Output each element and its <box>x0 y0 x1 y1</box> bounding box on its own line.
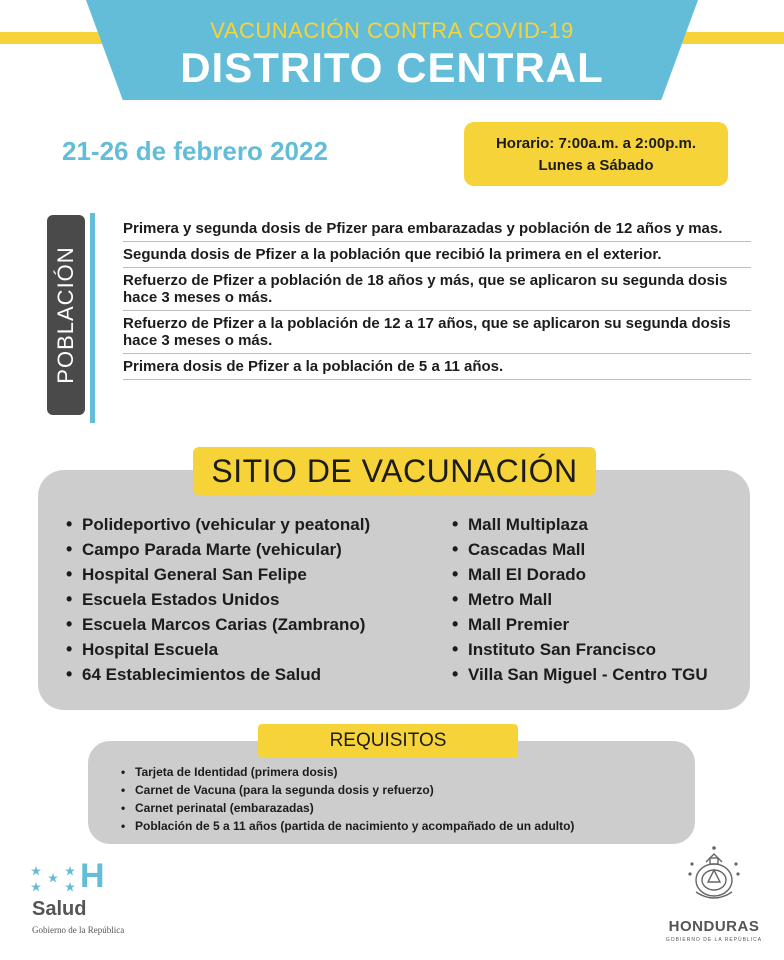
population-item: Refuerzo de Pfizer a población de 18 años y más, que se aplicaron su segunda dosis hace 3 meses o más. <box>123 268 751 311</box>
salud-logo <box>30 857 150 940</box>
site-item: • Campo Parada Marte (vehicular) <box>66 537 370 562</box>
population-item: Refuerzo de Pfizer a la población de 12 a 17 años, que se aplicaron su segunda dosis hace 3 meses o más. <box>123 311 751 354</box>
site-item: • Mall Multiplaza <box>452 512 708 537</box>
schedule-hours: Horario: 7:00a.m. a 2:00p.m. <box>495 135 697 152</box>
requirement-item: • Carnet de Vacuna (para la segunda dosis y refuerzo) <box>121 781 574 799</box>
honduras-name: HONDURAS <box>668 918 760 935</box>
population-label: POBLACIÓN <box>53 246 78 384</box>
salud-gov-text: Gobierno de la República <box>32 925 125 935</box>
requirements-list <box>121 763 574 835</box>
population-item: Segunda dosis de Pfizer a la población que recibió la primera en el exterior. <box>123 242 751 268</box>
sites-title: SITIO DE VACUNACIÓN <box>193 447 596 495</box>
sites-list-left <box>66 512 370 687</box>
population-item: Primera y segunda dosis de Pfizer para embarazadas y población de 12 años y mas. <box>123 216 751 242</box>
requirement-item: • Tarjeta de Identidad (primera dosis) <box>121 763 574 781</box>
population-label-box <box>47 215 85 415</box>
requirement-item: • Carnet perinatal (embarazadas) <box>121 799 574 817</box>
stars-icon <box>30 864 78 894</box>
site-item: • Mall El Dorado <box>452 562 708 587</box>
site-item: • Escuela Estados Unidos <box>66 587 370 612</box>
site-item: • Metro Mall <box>452 587 708 612</box>
site-item: • Hospital General San Felipe <box>66 562 370 587</box>
site-item: • 64 Establecimientos de Salud <box>66 662 370 687</box>
schedule-box <box>464 122 728 186</box>
site-item: • Villa San Miguel - Centro TGU <box>452 662 708 687</box>
date-range: 21-26 de febrero 2022 <box>62 136 328 166</box>
requirements-title: REQUISITOS <box>258 724 518 758</box>
salud-name: Salud <box>32 898 87 920</box>
honduras-logo <box>654 842 774 947</box>
site-item: • Cascadas Mall <box>452 537 708 562</box>
salud-h-letter: H <box>80 857 105 895</box>
site-item: • Escuela Marcos Carias (Zambrano) <box>66 612 370 637</box>
header-title: DISTRITO CENTRAL <box>180 44 604 91</box>
requirement-item: • Población de 5 a 11 años (partida de nacimiento y acompañado de un adulto) <box>121 817 574 835</box>
schedule-days: Lunes a Sábado <box>538 157 654 174</box>
site-item: • Hospital Escuela <box>66 637 370 662</box>
site-item: • Polideportivo (vehicular y peatonal) <box>66 512 370 537</box>
site-item: • Mall Premier <box>452 612 708 637</box>
site-item: • Instituto San Francisco <box>452 637 708 662</box>
population-item: Primera dosis de Pfizer a la población de 5 a 11 años. <box>123 354 751 380</box>
sites-list-right <box>452 512 708 687</box>
population-accent-bar <box>90 213 95 423</box>
honduras-gov-text: GOBIERNO DE LA REPÚBLICA <box>665 937 763 943</box>
population-list <box>123 216 751 380</box>
coat-of-arms-icon <box>686 842 742 908</box>
header-subtitle: VACUNACIÓN CONTRA COVID-19 <box>210 18 574 43</box>
